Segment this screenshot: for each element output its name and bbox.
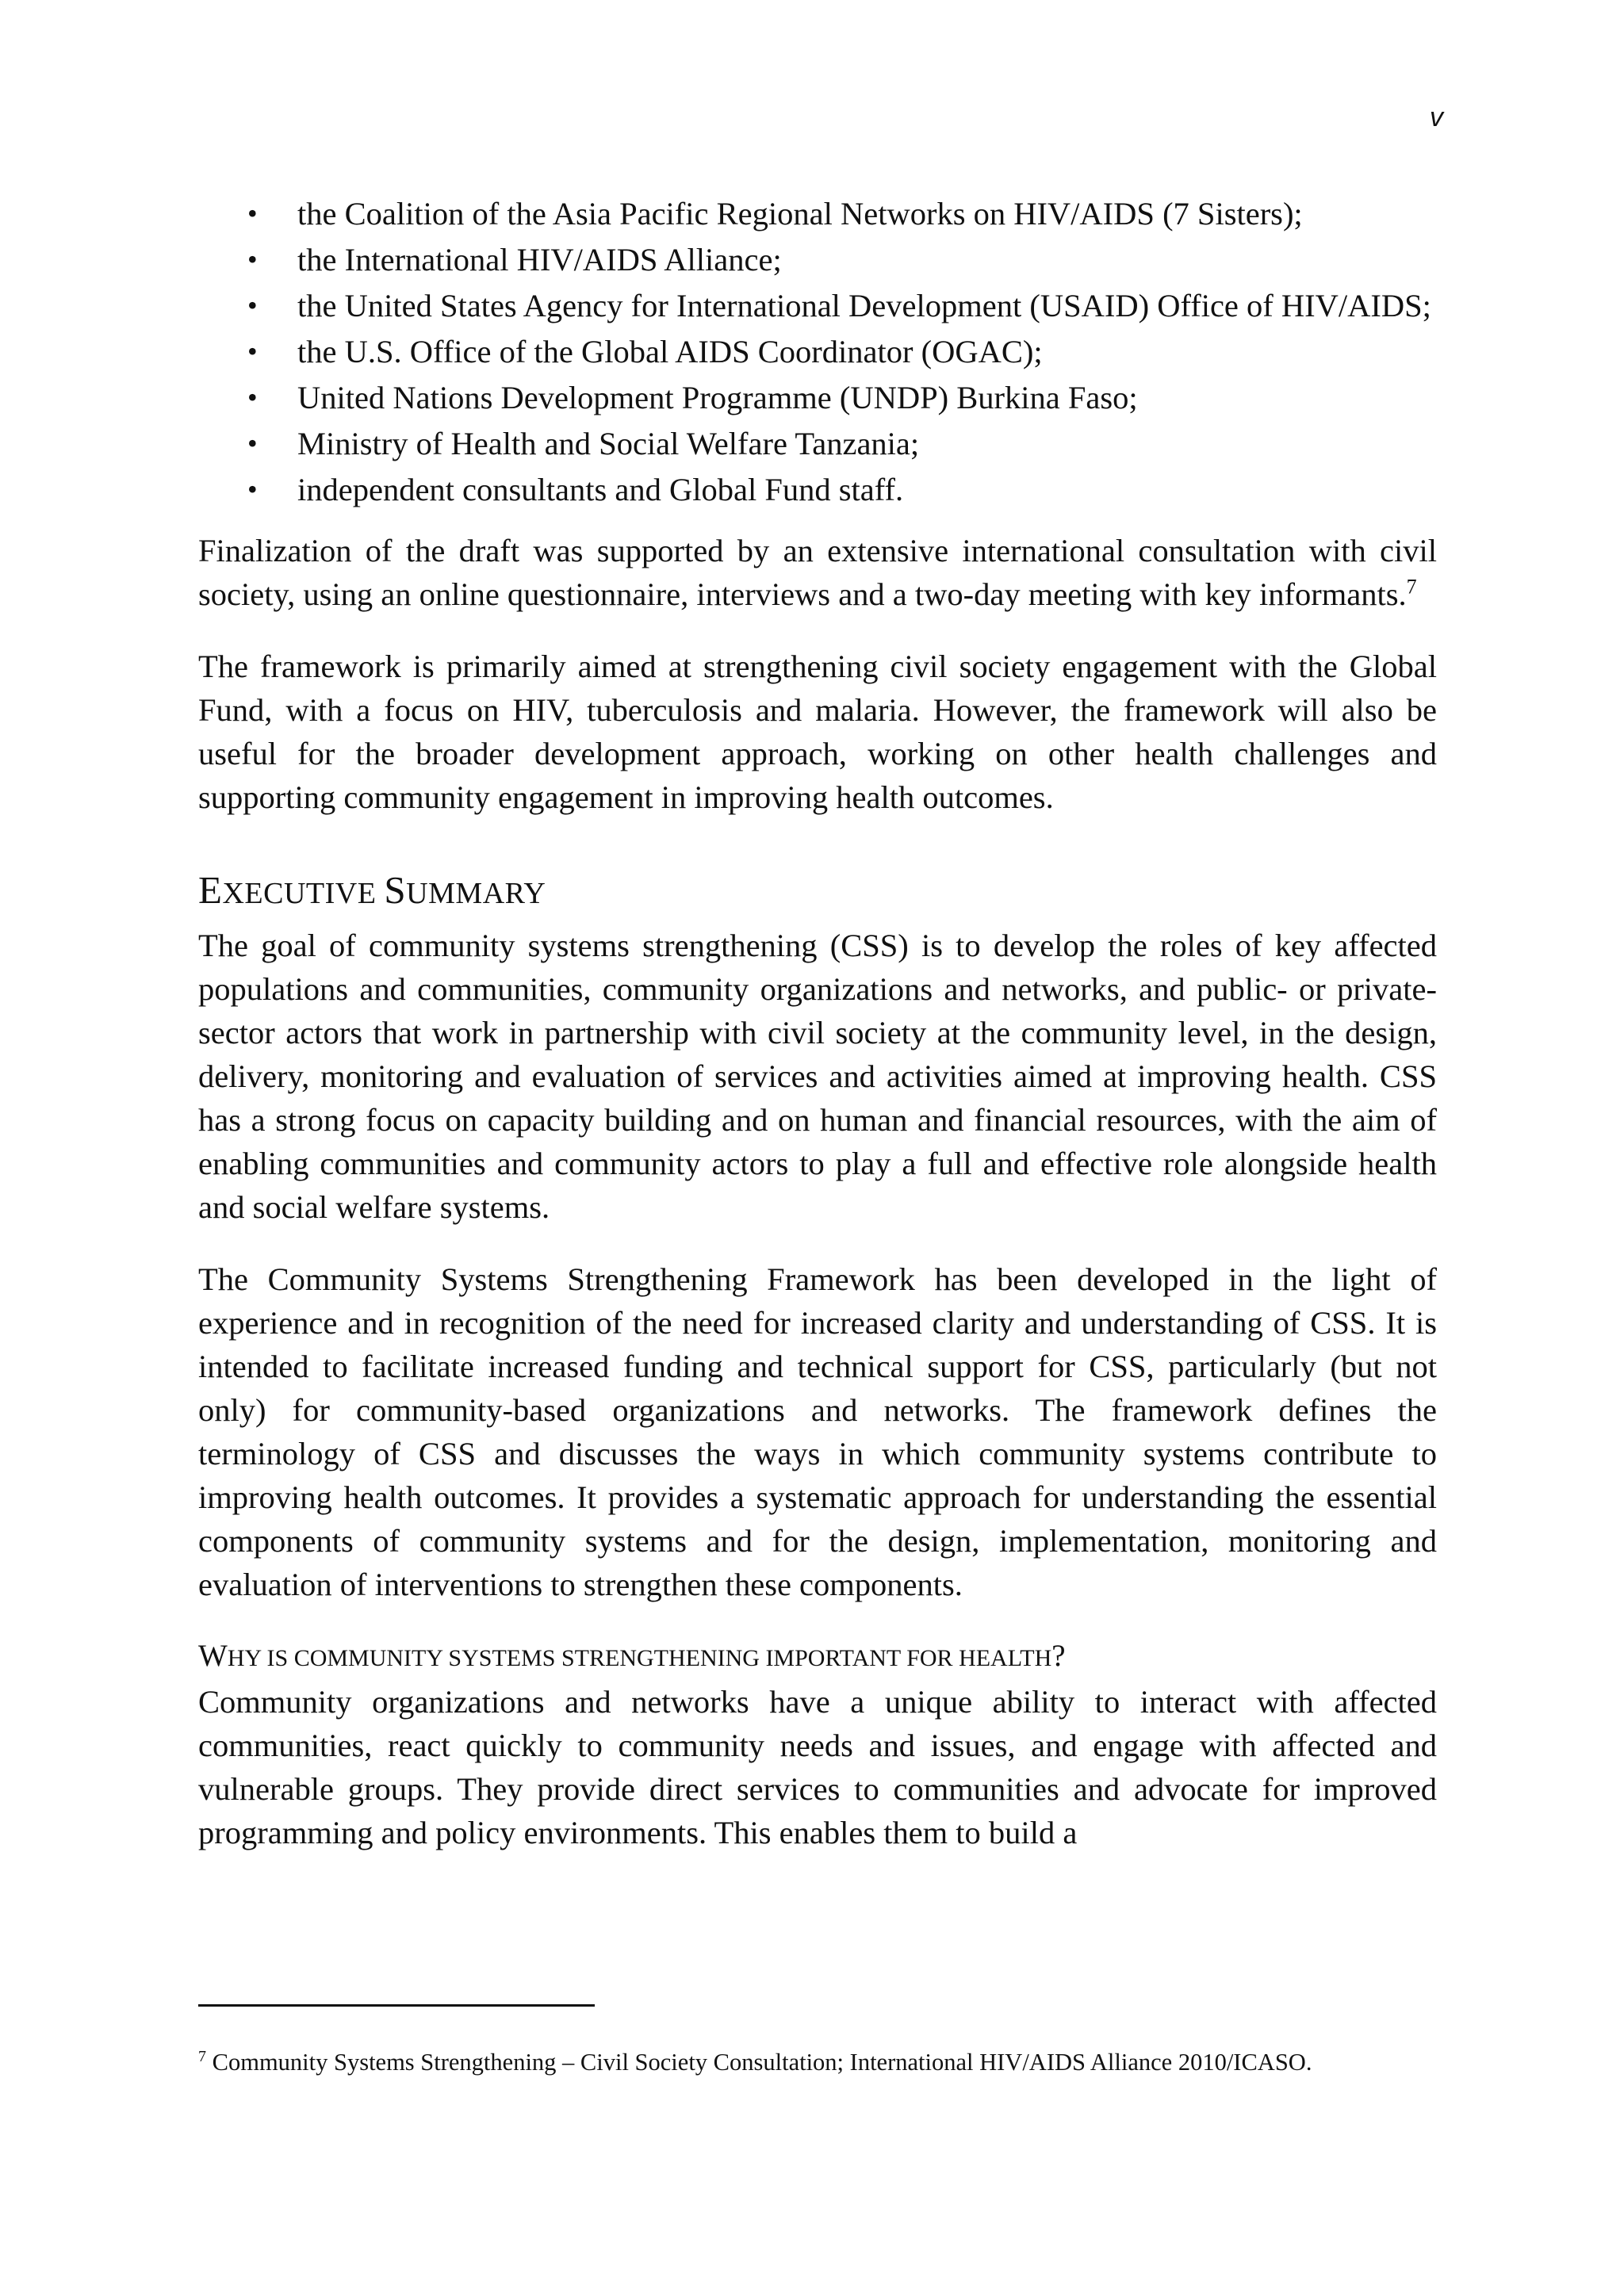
page-number: v — [1430, 102, 1443, 132]
bullet-icon: • — [247, 427, 258, 459]
heading-initial: S — [384, 868, 407, 912]
list-item — [198, 330, 1437, 373]
finalization-text: Finalization of the draft was supported by an extensive international consultation with civil society, using an online questionnaire, interviews and a two-day meeting with key informants. — [198, 533, 1437, 612]
contributor-list — [198, 192, 1437, 511]
list-item — [198, 422, 1437, 465]
footnote — [198, 2047, 1437, 2077]
heading-initial: E — [198, 868, 223, 912]
finalization-paragraph — [198, 529, 1437, 616]
list-item-text: the United States Agency for International Development (USAID) Office of HIV/AIDS; — [297, 288, 1431, 323]
heading-smallcaps: XECUTIVE — [222, 877, 385, 910]
bullet-icon: • — [247, 197, 258, 229]
list-item — [198, 468, 1437, 511]
page-body — [198, 192, 1437, 1883]
list-item — [198, 192, 1437, 235]
footnote-reference[interactable]: 7 — [1406, 575, 1417, 599]
list-item-text: Ministry of Health and Social Welfare Tanzania; — [297, 426, 920, 461]
list-item — [198, 284, 1437, 327]
footnote-number: 7 — [198, 2047, 206, 2065]
heading-question-mark: ? — [1051, 1639, 1066, 1673]
list-item-text: the International HIV/AIDS Alliance; — [297, 242, 782, 277]
bullet-icon: • — [247, 473, 258, 505]
footnote-text: Community Systems Strengthening – Civil Society Consultation; International HIV/AIDS Alliance 2010/ICASO. — [206, 2049, 1312, 2076]
list-item — [198, 376, 1437, 419]
bullet-icon: • — [247, 335, 258, 367]
executive-summary-heading — [198, 865, 1437, 919]
heading-initial: W — [198, 1639, 228, 1673]
bullet-icon: • — [247, 243, 258, 275]
why-css-paragraph: Community organizations and networks have a unique ability to interact with affected communities, react quickly to community needs and issues, and engage with affected and vulnerable groups. They provide direct services to communities and advocate for improved programming and policy environments. This enables them to build a — [198, 1684, 1437, 1850]
list-item — [198, 238, 1437, 281]
heading-smallcaps: HY IS COMMUNITY SYSTEMS STRENGTHENING IMPORTANT FOR HEALTH — [227, 1645, 1052, 1671]
list-item-text: United Nations Development Programme (UNDP) Burkina Faso; — [297, 380, 1138, 415]
framework-aim-paragraph: The framework is primarily aimed at strengthening civil society engagement with the Global Fund, with a focus on HIV, tuberculosis and malaria. However, the framework will also be useful for the broader development approach, working on other health challenges and supporting community engagement in improving health outcomes. — [198, 649, 1437, 815]
why-css-heading — [198, 1635, 1437, 1680]
css-goal-paragraph: The goal of community systems strengthening (CSS) is to develop the roles of key affected populations and communities, community organizations and networks, and public- or private-sector actors that work in partnership with civil society at the community level, in the design, delivery, monitoring and evaluation of services and activities aimed at improving health. CSS has a strong focus on capacity building and on human and financial resources, with the aim of enabling communities and community actors to play a full and effective role alongside health and social welfare systems. — [198, 928, 1437, 1225]
heading-smallcaps: UMMARY — [406, 877, 546, 910]
list-item-text: the U.S. Office of the Global AIDS Coordinator (OGAC); — [297, 334, 1043, 369]
bullet-icon: • — [247, 289, 258, 321]
footnote-separator — [198, 2004, 595, 2007]
css-framework-paragraph: The Community Systems Strengthening Framework has been developed in the light of experience and in recognition of the need for increased clarity and understanding of CSS. It is intended to facilitate increased funding and technical support for CSS, particularly (but not only) for community-based organizations and networks. The framework defines the terminology of CSS and discusses the ways in which community systems contribute to improving health outcomes. It provides a systematic approach for understanding the essential components of community systems and for the design, implementation, monitoring and evaluation of interventions to strengthen these components. — [198, 1261, 1437, 1602]
bullet-icon: • — [247, 381, 258, 413]
list-item-text: the Coalition of the Asia Pacific Regional Networks on HIV/AIDS (7 Sisters); — [297, 196, 1303, 232]
list-item-text: independent consultants and Global Fund staff. — [297, 472, 904, 507]
